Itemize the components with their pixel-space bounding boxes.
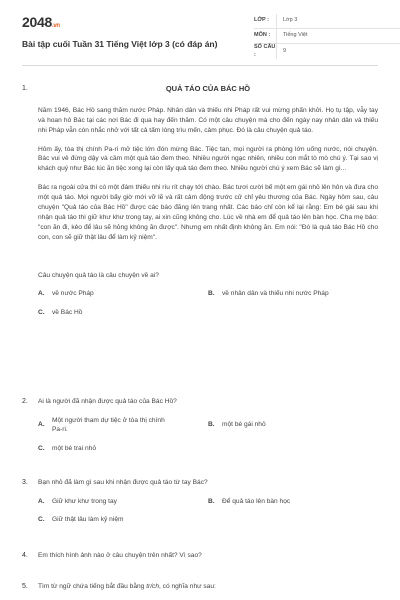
question-1 <box>22 84 378 326</box>
option-c[interactable] <box>38 308 208 318</box>
option-text: Giữ thật lâu làm kỷ niệm <box>52 516 124 524</box>
option-key: B. <box>208 290 215 298</box>
meta-row-subject <box>254 29 400 44</box>
page-header <box>22 0 378 66</box>
meta-row-count <box>254 44 400 59</box>
question-2 <box>22 397 378 462</box>
option-a[interactable] <box>38 416 208 435</box>
story-paragraph: Năm 1946, Bác Hồ sang thăm nước Pháp. Nhân dân và thiếu nhi Pháp rất vui mừng phấn khởi. Họ tụ tập, vẫy tay và hoan hô Bác tại các nơi Bác đi qua hay đến thăm. Có một câu chuyện mà cho đến ngày nay nhân dân và thiếu nhi Pháp vẫn còn nhắc nhở với tất cả tấm lòng trìu mến, cảm phục. Đó là câu chuyện quả táo. <box>38 106 378 134</box>
question-3 <box>22 478 378 534</box>
question-4 <box>22 551 378 561</box>
question-text: Câu chuyện quả táo là câu chuyện về ai? <box>38 271 159 279</box>
option-a[interactable] <box>38 497 208 507</box>
site-logo[interactable] <box>22 12 60 32</box>
question-number: 3. <box>22 479 28 486</box>
meta-label: LỚP : <box>254 17 269 24</box>
answer-options <box>38 289 378 317</box>
question-number: 2. <box>22 398 28 405</box>
option-key: C. <box>38 516 45 524</box>
option-b[interactable] <box>208 497 378 507</box>
option-text: Để quả táo lên bàn học <box>222 497 291 505</box>
question-number: 1. <box>22 85 28 92</box>
question-text: Bạn nhỏ đã làm gì sau khi nhận được quả táo từ tay Bác? <box>38 479 208 486</box>
option-key: A. <box>38 497 45 505</box>
answer-options <box>38 416 378 454</box>
story-paragraph: Hôm ấy, tòa thị chính Pa-ri mở tiệc lớn đón mừng Bác. Tiệc tan, mọi người ra phòng lớn uống nước, nói chuyện. Bác vui vẻ đứng dậy và cầm một quả táo đem theo. Nhiều người ngạc nhiên, nhiều con mắt tò mò chú ý. Tại sao vị khách quý như Bác lúc ăn tiệc xong lại còn lấy quả táo đem theo. Nhiều người chú ý xem Bác sẽ làm gì... <box>38 145 378 173</box>
option-c[interactable] <box>38 515 208 525</box>
question-number: 4. <box>22 552 28 559</box>
question-text-emphasis: tr/ch <box>146 583 160 590</box>
meta-value: Lớp 3 <box>276 14 400 28</box>
question-5 <box>22 582 378 592</box>
question-text-prefix: Tìm từ ngữ chứa tiếng bắt đầu bằng <box>38 583 147 590</box>
story-paragraph: Bác ra ngoài cửa thì có một đám thiếu nhi ríu rít chạy tới chào. Bác tươi cười bế một em gái nhỏ lên hôn và đưa cho một quả táo. Mọi người bấy giờ mới vỡ lẽ và rất cảm động trước cử chỉ yêu thương của Bác. Ngày hôm sau, câu chuyện "Quả táo của Bác Hồ" được các báo đăng lên trang nhất. Các báo chỉ còn kể lại rằng: Em bé gái sau khi nhận quả táo thì giữ khư khư trong tay, ai xin cũng không cho. Lúc về nhà em để quả táo lên bàn học. Cha mẹ bảo: "con ăn đi, kẻo để lâu sẽ hỏng không ăn được". Nhưng em nhất định không ăn. Em nói: "Đó là quả táo Bác Hồ cho con, con sẽ giữ thật lâu để làm kỷ niệm". <box>38 184 378 241</box>
meta-row-class <box>254 14 400 29</box>
option-text: về nước Pháp <box>52 290 94 298</box>
question-text-suffix: , có nghĩa như sau: <box>159 583 216 590</box>
option-key: A. <box>38 421 45 429</box>
meta-label: MÔN : <box>254 32 271 39</box>
option-a[interactable] <box>38 289 208 299</box>
meta-value: 9 <box>276 44 400 59</box>
option-key: B. <box>208 497 215 505</box>
option-b[interactable] <box>208 289 378 299</box>
story-title: QUẢ TÁO CỦA BÁC HỒ <box>165 84 251 93</box>
option-key: C. <box>38 308 45 316</box>
question-text: Ai là người đã nhận được quả táo của Bác Hồ? <box>38 398 177 405</box>
logo-main: 2048 <box>22 14 52 30</box>
option-key: A. <box>38 290 45 298</box>
option-b[interactable] <box>208 420 378 430</box>
meta-table <box>254 14 400 59</box>
question-number: 5. <box>22 583 28 590</box>
question-text: Em thích hình ảnh nào ở câu chuyện trên nhất? Vì sao? <box>38 552 202 559</box>
option-text: về nhân dân và thiếu nhi nước Pháp <box>222 290 329 298</box>
option-text: một bé trai nhỏ <box>52 444 96 452</box>
meta-value: Tiếng Việt <box>276 29 400 43</box>
option-text: về Bác Hồ <box>52 308 83 316</box>
option-text: Giữ khư khư trong tay <box>52 497 117 505</box>
answer-options <box>38 497 378 525</box>
option-c[interactable] <box>38 444 208 454</box>
logo-tld: .vn <box>51 23 60 29</box>
question-text <box>38 582 378 592</box>
option-text: một bé gái nhỏ <box>222 421 266 429</box>
document-title: Bài tập cuối Tuần 31 Tiếng Việt lớp 3 (có đáp án) <box>22 39 218 49</box>
option-key: B. <box>208 421 215 429</box>
option-key: C. <box>38 444 45 452</box>
option-text: Một người tham dự tiệc ở tòa thị chính Pa-ri. <box>52 416 165 434</box>
meta-label: SỐ CÂU : <box>254 43 276 58</box>
